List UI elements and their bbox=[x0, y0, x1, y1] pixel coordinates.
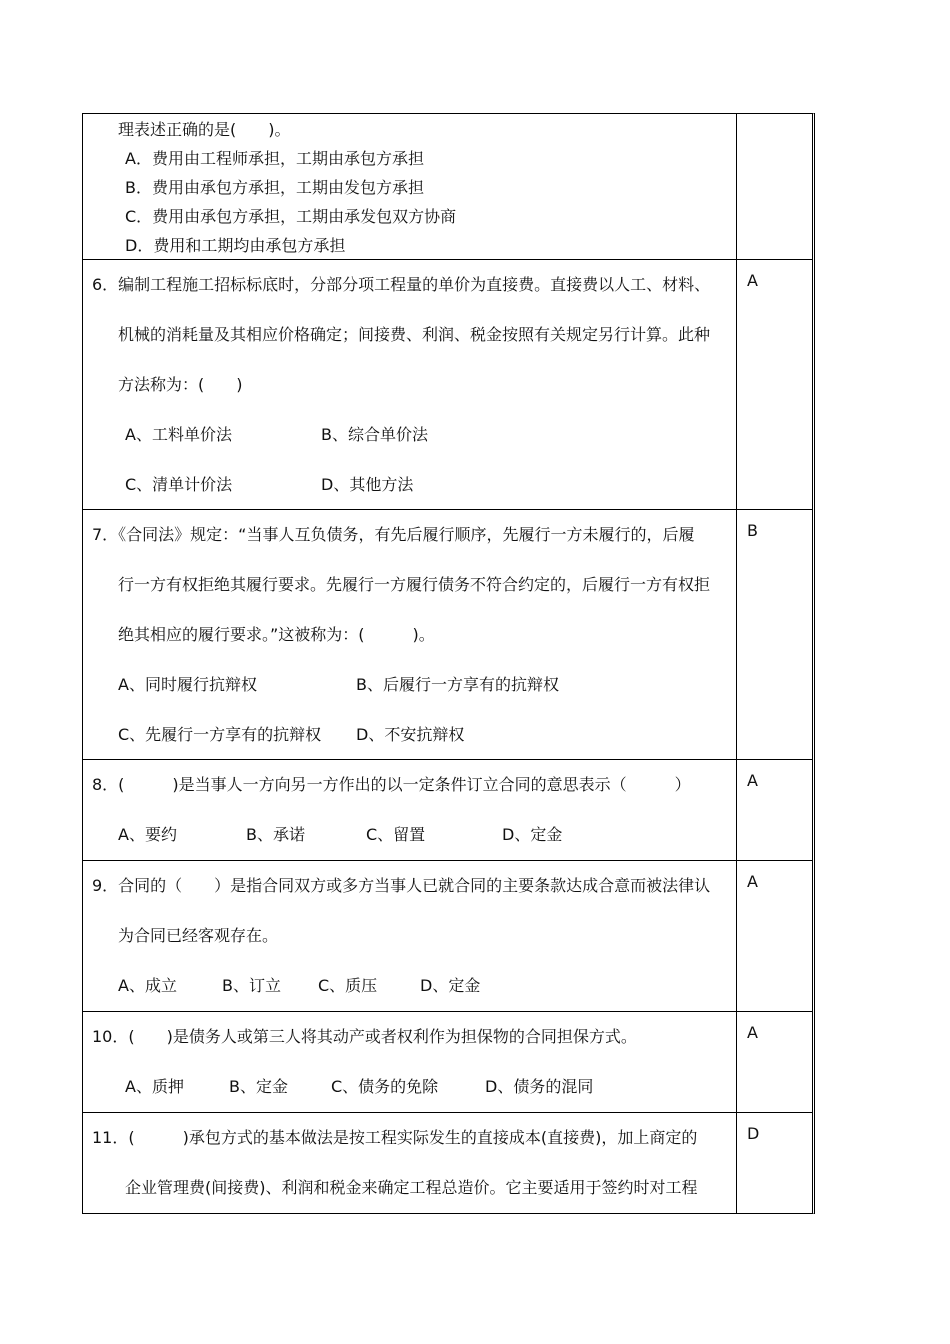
option-b: B、后履行一方享有的抗辩权 bbox=[356, 675, 559, 694]
options-line bbox=[83, 710, 736, 760]
option-c: C、先履行一方享有的抗辩权 bbox=[118, 725, 322, 744]
question-text: 10．( )是债务人或第三人将其动产或者权利作为担保物的合同担保方式。 bbox=[92, 1027, 637, 1046]
option-b: B、订立 bbox=[222, 976, 281, 995]
table-row bbox=[83, 1011, 812, 1112]
question-cell bbox=[83, 1012, 737, 1112]
answer-cell: A bbox=[747, 1023, 758, 1042]
option-d: D、不安抗辩权 bbox=[356, 725, 465, 744]
option-b: B、综合单价法 bbox=[321, 425, 428, 444]
question-text: 8．( )是当事人一方向另一方作出的以一定条件订立合同的意思表示（ ） bbox=[92, 775, 691, 794]
question-text: 机械的消耗量及其相应价格确定；间接费、利润、税金按照有关规定另行计算。此种 bbox=[118, 325, 711, 344]
question-cell bbox=[83, 861, 737, 1011]
option-a: A．费用由工程师承担，工期由承包方承担 bbox=[125, 149, 424, 168]
question-text: 9．合同的（ ）是指合同双方或多方当事人已就合同的主要条款达成合意而被法律认 bbox=[92, 876, 711, 895]
question-text: 企业管理费(间接费)、利润和税金来确定工程总造价。它主要适用于签约时对工程 bbox=[125, 1178, 698, 1197]
question-text: 为合同已经客观存在。 bbox=[118, 926, 279, 945]
option-d: D、定金 bbox=[420, 976, 481, 995]
answer-cell: D bbox=[747, 1124, 760, 1143]
options-line bbox=[83, 810, 736, 860]
option-d: D、债务的混同 bbox=[485, 1077, 594, 1096]
option-a: A、要约 bbox=[118, 825, 177, 844]
table-row bbox=[83, 114, 812, 259]
table-row bbox=[83, 759, 812, 860]
option-c: C．费用由承包方承担，工期由承发包双方协商 bbox=[125, 207, 457, 226]
question-cell bbox=[83, 760, 737, 860]
question-text: 11．( )承包方式的基本做法是按工程实际发生的直接成本(直接费)，加上商定的 bbox=[92, 1128, 698, 1147]
question-text: 7．《合同法》规定：“当事人互负债务，有先后履行顺序，先履行一方未履行的，后履 bbox=[92, 525, 695, 544]
option-b: B、承诺 bbox=[246, 825, 305, 844]
answer-cell: A bbox=[747, 771, 758, 790]
answer-cell bbox=[737, 114, 812, 259]
option-a: A、同时履行抗辩权 bbox=[118, 675, 257, 694]
option-a: A、质押 bbox=[125, 1077, 184, 1096]
question-cell bbox=[83, 510, 737, 759]
question-cell bbox=[83, 114, 737, 259]
options-line bbox=[83, 410, 736, 460]
question-text: 6．编制工程施工招标标底时，分部分项工程量的单价为直接费。直接费以人工、材料、 bbox=[92, 275, 711, 294]
options-line bbox=[83, 1062, 736, 1112]
option-c: C、清单计价法 bbox=[125, 475, 233, 494]
table-row bbox=[83, 509, 812, 759]
option-d: D．费用和工期均由承包方承担 bbox=[125, 236, 346, 255]
answer-cell: A bbox=[747, 872, 758, 891]
question-cell bbox=[83, 260, 737, 509]
options-line bbox=[83, 460, 736, 510]
answer-cell: A bbox=[747, 271, 758, 290]
question-cell bbox=[83, 1113, 737, 1213]
option-b: B．费用由承包方承担，工期由发包方承担 bbox=[125, 178, 424, 197]
question-text: 方法称为：( ) bbox=[118, 375, 243, 394]
answer-cell: B bbox=[747, 521, 758, 540]
table-row bbox=[83, 1112, 812, 1213]
option-c: C、债务的免除 bbox=[331, 1077, 439, 1096]
option-d: D、定金 bbox=[502, 825, 563, 844]
question-text: 理表述正确的是( )。 bbox=[118, 120, 291, 139]
option-b: B、定金 bbox=[229, 1077, 288, 1096]
option-c: C、质压 bbox=[318, 976, 378, 995]
question-text: 绝其相应的履行要求。”这被称为：( )。 bbox=[118, 625, 435, 644]
option-d: D、其他方法 bbox=[321, 475, 414, 494]
option-c: C、留置 bbox=[366, 825, 426, 844]
options-line bbox=[83, 961, 736, 1011]
table-row bbox=[83, 259, 812, 509]
table-row bbox=[83, 860, 812, 1011]
options-line bbox=[83, 660, 736, 710]
option-a: A、成立 bbox=[118, 976, 177, 995]
question-table bbox=[82, 113, 815, 1214]
question-text: 行一方有权拒绝其履行要求。先履行一方履行债务不符合约定的，后履行一方有权拒 bbox=[118, 575, 711, 594]
option-a: A、工料单价法 bbox=[125, 425, 232, 444]
